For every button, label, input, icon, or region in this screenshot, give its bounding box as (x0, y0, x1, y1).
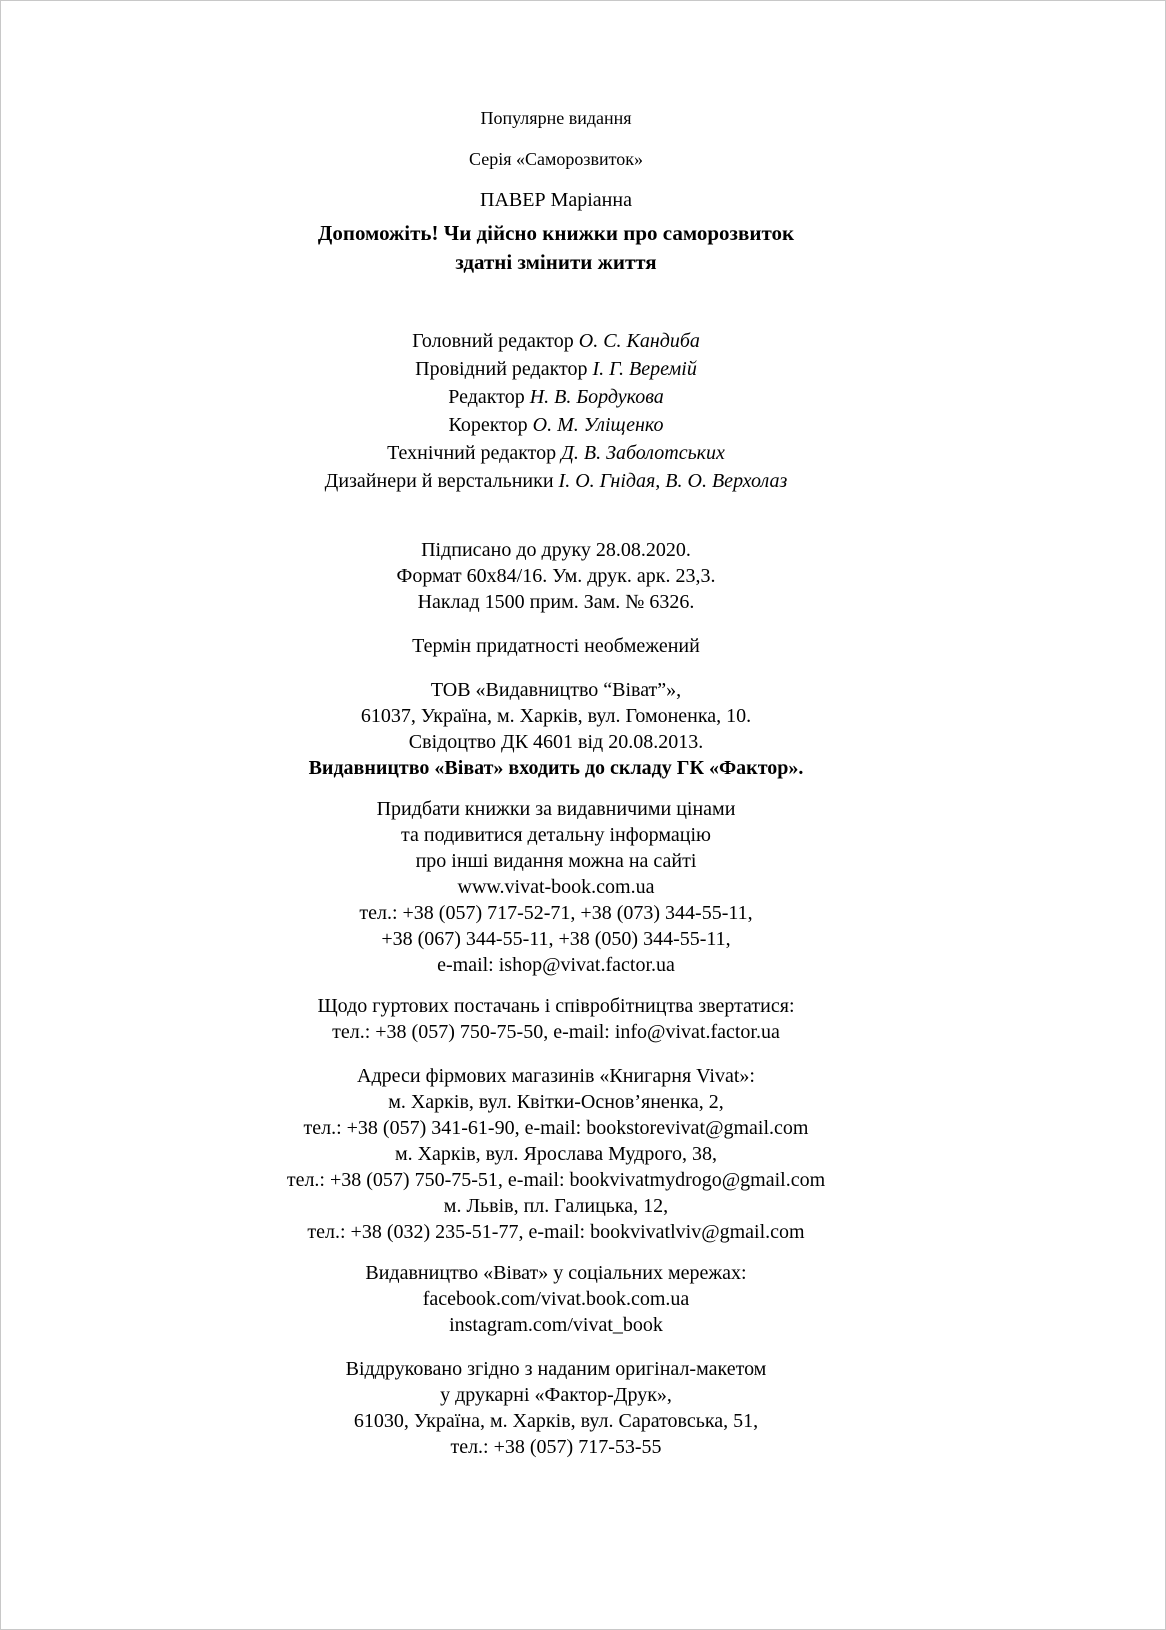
staff-role: Головний редактор (412, 330, 579, 352)
store-address: м. Харків, вул. Ярослава Мудрого, 38, (394, 1143, 718, 1165)
print-details-line: Наклад 1500 прим. Зам. № 6326. (417, 591, 695, 613)
staff-role: Коректор (448, 414, 533, 436)
book-title-line-1: Допоможіть! Чи дійсно книжки про саморозвиток (317, 221, 795, 245)
purchase-phones-line: тел.: +38 (057) 717-52-71, +38 (073) 344-55-11, (359, 902, 753, 924)
staff-person-name: Д. В. Заболотських (561, 442, 725, 464)
staff-line-designers (81, 467, 1031, 495)
staff-list (81, 327, 1031, 495)
shelf-life-note: Термін придатності необмежений (412, 635, 700, 657)
print-house-address: 61030, Україна, м. Харків, вул. Саратовська, 51, (353, 1410, 759, 1432)
imprint-content (81, 1, 1031, 1460)
staff-line-lead-editor (81, 355, 1031, 383)
staff-role: Провідний редактор (415, 358, 593, 380)
edition-note: Популярне видання (480, 108, 632, 128)
social-media (81, 1260, 1031, 1338)
print-house-info (81, 1356, 1031, 1460)
staff-person-name: О. М. Уліщенко (532, 414, 664, 436)
print-details-line: Формат 60х84/16. Ум. друк. арк. 23,3. (396, 565, 716, 587)
book-title (81, 219, 1031, 277)
print-house-phone: тел.: +38 (057) 717-53-55 (450, 1436, 662, 1458)
publisher-website: www.vivat-book.com.ua (457, 876, 655, 898)
print-details (81, 537, 1031, 615)
publisher-name: ТОВ «Видавництво “Віват”», (430, 679, 682, 701)
staff-line-editor (81, 383, 1031, 411)
purchase-info-line: та подивитися детальну інформацію (401, 824, 711, 846)
print-house-line: Віддруковано згідно з наданим оригінал-макетом (345, 1358, 767, 1380)
store-addresses (81, 1063, 1031, 1245)
staff-role: Дизайнери й верстальники (324, 470, 559, 492)
publisher-group-note: Видавництво «Віват» входить до складу ГК «Фактор». (308, 757, 804, 779)
social-media-heading: Видавництво «Віват» у соціальних мережах: (365, 1262, 747, 1284)
book-title-line-2: здатні змінити життя (455, 250, 657, 274)
store-addresses-heading: Адреси фірмових магазинів «Книгарня Vivat»: (357, 1065, 755, 1087)
wholesale-note: Щодо гуртових постачань і співробітництва звертатися: (317, 995, 795, 1017)
staff-person-name: Н. В. Бордукова (529, 386, 664, 408)
instagram-link-text: instagram.com/vivat_book (449, 1314, 663, 1336)
purchase-email: e-mail: ishop@vivat.factor.ua (437, 954, 675, 976)
author-name: ПАВЕР Маріанна (480, 189, 632, 211)
staff-person-name: І. Г. Веремій (592, 358, 697, 380)
store-address: м. Львів, пл. Галицька, 12, (443, 1195, 669, 1217)
staff-person-name: І. О. Гнідая, В. О. Верхолаз (558, 470, 788, 492)
store-contacts: тел.: +38 (032) 235-51-77, e-mail: bookvivatlviv@gmail.com (307, 1221, 805, 1243)
publisher-info (81, 677, 1031, 781)
staff-line-proofreader (81, 411, 1031, 439)
facebook-link-text: facebook.com/vivat.book.com.ua (422, 1288, 690, 1310)
staff-person-name: О. С. Кандиба (578, 330, 700, 352)
staff-line-chief-editor (81, 327, 1031, 355)
wholesale-info (81, 993, 1031, 1045)
series-note: Серія «Саморозвиток» (469, 149, 643, 169)
print-house-name: у друкарні «Фактор-Друк», (440, 1384, 672, 1406)
store-contacts: тел.: +38 (057) 750-75-51, e-mail: bookvivatmydrogo@gmail.com (286, 1169, 826, 1191)
staff-role: Редактор (448, 386, 530, 408)
purchase-info-line: про інші видання можна на сайті (415, 850, 697, 872)
purchase-info-line: Придбати книжки за видавничими цінами (376, 798, 736, 820)
staff-role: Технічний редактор (387, 442, 562, 464)
publisher-address: 61037, Україна, м. Харків, вул. Гомоненка, 10. (360, 705, 752, 727)
staff-line-technical-editor (81, 439, 1031, 467)
store-contacts: тел.: +38 (057) 341-61-90, e-mail: bookstorevivat@gmail.com (303, 1117, 809, 1139)
wholesale-contacts: тел.: +38 (057) 750-75-50, e-mail: info@vivat.factor.ua (332, 1021, 780, 1043)
store-address: м. Харків, вул. Квітки-Основ’яненка, 2, (388, 1091, 724, 1113)
purchase-info (81, 796, 1031, 978)
purchase-phones-line: +38 (067) 344-55-11, +38 (050) 344-55-11, (381, 928, 731, 950)
publisher-certificate: Свідоцтво ДК 4601 від 20.08.2013. (408, 731, 704, 753)
print-details-line: Підписано до друку 28.08.2020. (421, 539, 691, 561)
